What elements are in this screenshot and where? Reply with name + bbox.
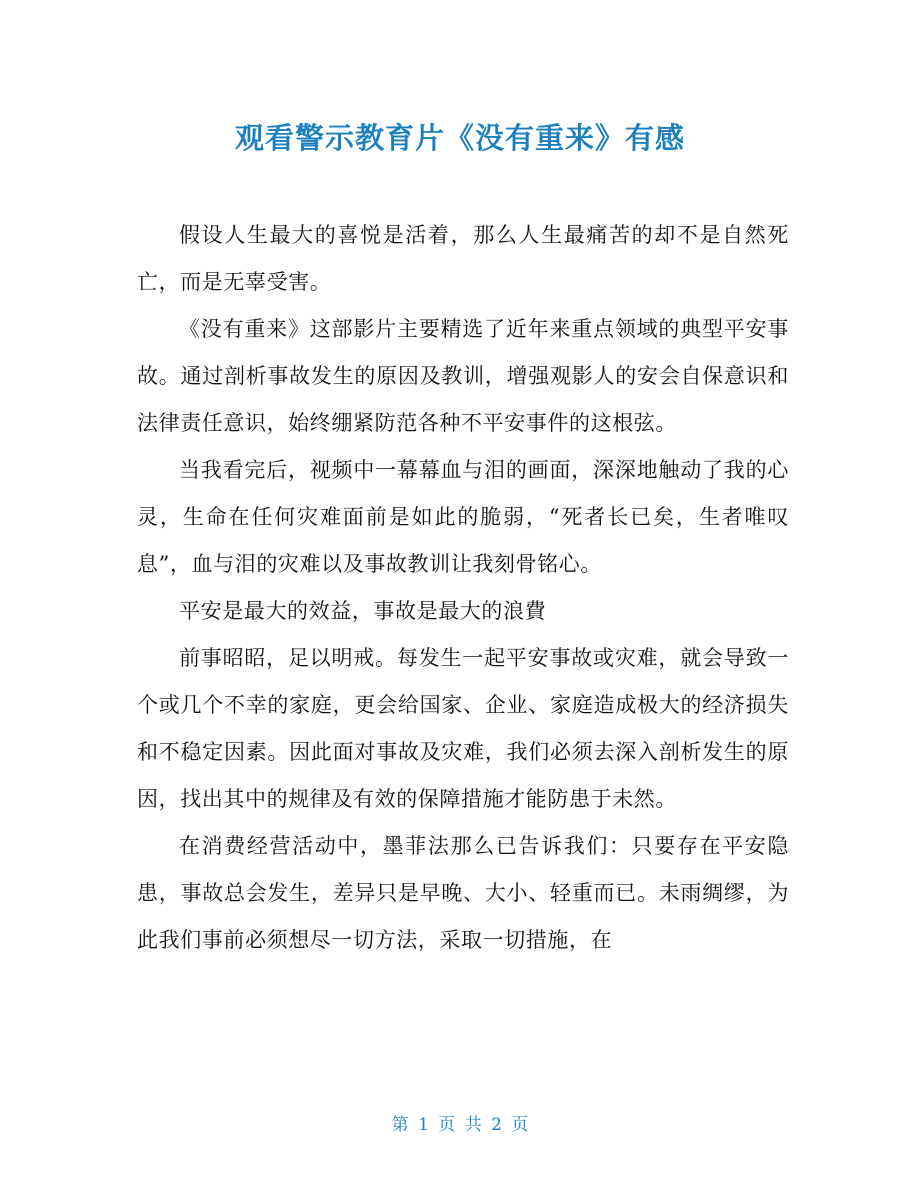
- paragraph-3: 当我看完后，视频中一幕幕血与泪的画面，深深地触动了我的心灵，生命在任何灾难面前是如此的脆弱，“死者长已矣，生者唯叹息”，血与泪的灾难以及事故教训让我刻骨铭心。: [137, 458, 789, 576]
- paragraph-4-subheading: 平安是最大的效益，事故是最大的浪費: [179, 599, 547, 623]
- paragraph-2: 《没有重来》这部影片主要精选了近年来重点领域的典型平安事故。通过剖析事故发生的原因及教训，增强观影人的安会自保意识和法律责任意识，始终绷紧防范各种不平安事件的这根弦。: [137, 317, 789, 435]
- document-title: 观看警示教育片《没有重来》有感: [234, 121, 685, 155]
- document-body: [137, 212, 789, 964]
- paragraph-5: 前事昭昭，足以明戒。每发生一起平安事故或灾难，就会导致一个或几个不幸的家庭，更会给国家、企业、家庭造成极大的经济损失和不稳定因素。因此面对事故及灾难，我们必须去深入剖析发生的原因，找出其中的规律及有效的保障措施才能防患于未然。: [137, 646, 789, 811]
- page-number-footer: 第 1 页 共 2 页: [391, 1115, 529, 1135]
- paragraph-6: 在消费经营活动中，墨菲法那么已告诉我们：只要存在平安隐患，事故总会发生，差异只是早晚、大小、轻重而已。未雨绸缪，为此我们事前必须想尽一切方法，采取一切措施，在: [137, 834, 789, 952]
- paragraph-1: 假设人生最大的喜悦是活着，那么人生最痛苦的却不是自然死亡，而是无辜受害。: [137, 223, 789, 294]
